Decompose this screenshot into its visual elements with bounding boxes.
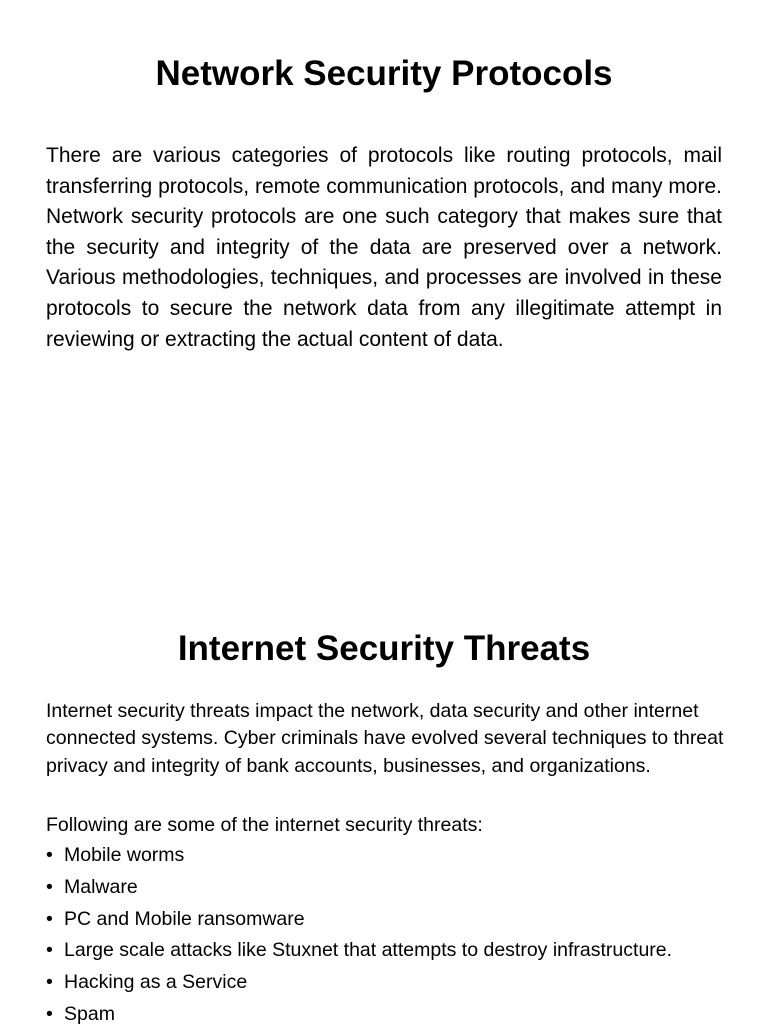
slide-internet-security-threats xyxy=(0,512,768,1024)
threat-label: Hacking as a Service xyxy=(64,971,248,994)
list-item xyxy=(46,1001,746,1033)
list-item xyxy=(46,969,746,1001)
slide-title: Internet Security Threats xyxy=(177,629,591,668)
bullet-icon: • xyxy=(46,907,53,930)
threat-list xyxy=(46,842,746,1033)
slide-title: Network Security Protocols xyxy=(155,54,613,93)
bullet-icon: • xyxy=(46,875,53,898)
threat-label: PC and Mobile ransomware xyxy=(64,907,305,930)
list-item xyxy=(46,906,746,938)
list-item xyxy=(46,842,746,874)
intro-paragraph: Internet security threats impact the network, data security and other internet connected systems. Cyber criminals have evolved several techniques to threat privacy and integrity of bank accounts, businesses, and organizations. xyxy=(46,700,724,777)
slide-network-security-protocols xyxy=(0,0,768,512)
threat-label: Malware xyxy=(64,875,138,898)
bullet-icon: • xyxy=(46,971,53,994)
bullet-icon: • xyxy=(46,939,53,962)
threat-label: Spam xyxy=(64,1002,115,1025)
threat-label: Large scale attacks like Stuxnet that attempts to destroy infrastructure. xyxy=(64,939,673,962)
bullet-icon: • xyxy=(46,1002,53,1025)
bullet-icon: • xyxy=(46,844,53,866)
threat-label: Mobile worms xyxy=(64,844,185,866)
list-item xyxy=(46,874,746,906)
list-item xyxy=(46,937,746,969)
slide-body-text: There are various categories of protocols like routing protocols, mail transferring protocols, remote communication protocols, and many more. Network security protocols are one such category that makes sure that the security and integrity of the data are preserved over a network. Various methodologies, techniques, and processes are involved in these protocols to secure the network data from any illegitimate attempt in reviewing or extracting the actual content of data. xyxy=(46,144,722,351)
list-lead-text: Following are some of the internet security threats: xyxy=(46,814,483,836)
